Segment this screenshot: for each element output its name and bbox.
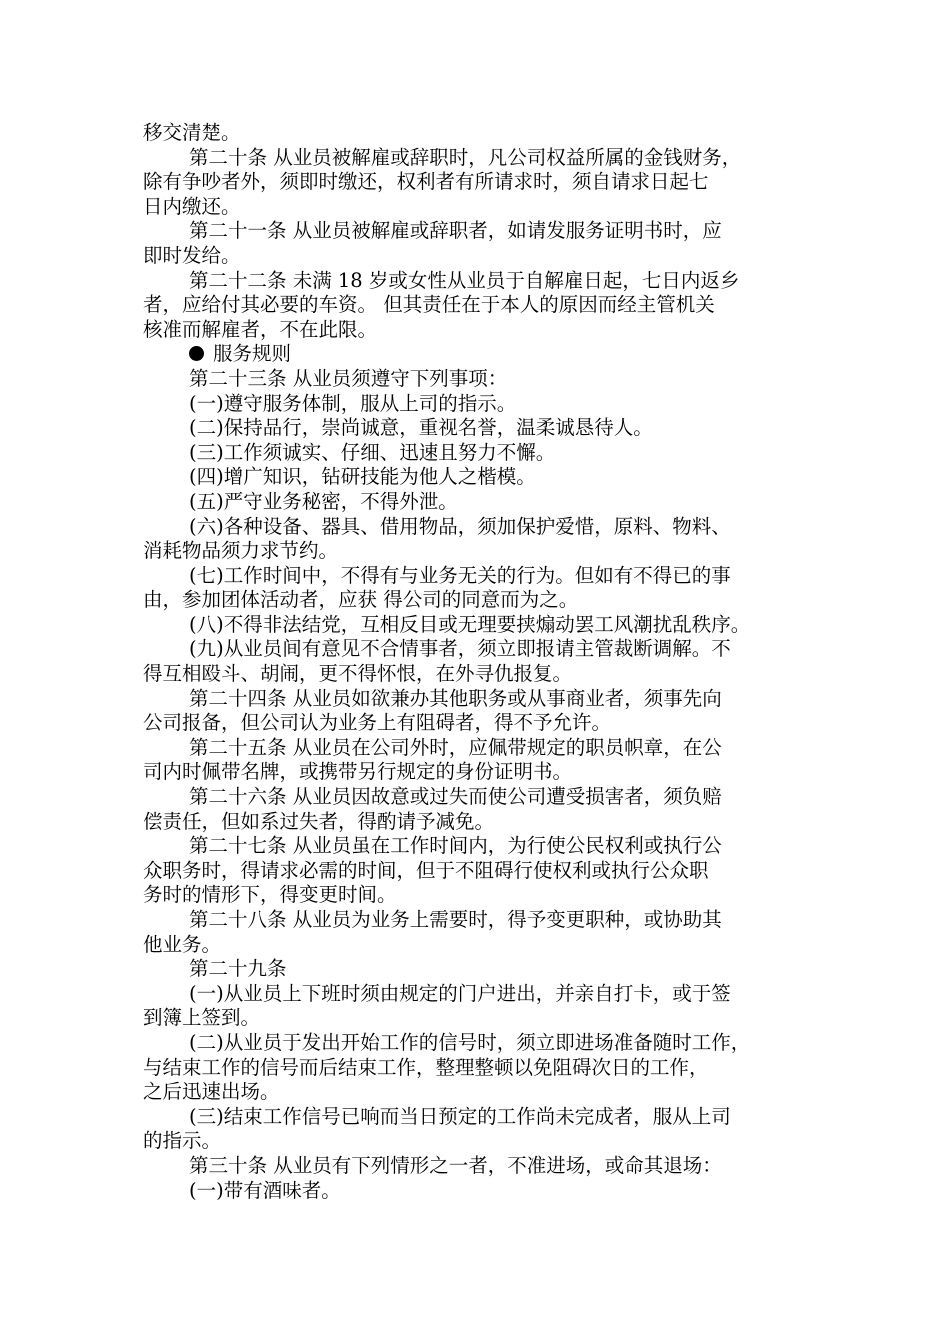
line-text: 移交清楚。 [143, 121, 241, 144]
text-line [143, 957, 813, 982]
line-text: 服务规则 [213, 342, 292, 366]
text-line [143, 760, 813, 785]
line-text: 第二十七条 从业员虽在工作时间内，为行使公民权利或执行公 [189, 834, 722, 858]
text-line [143, 736, 813, 761]
line-text: 核准而解雇者，不在此限。 [143, 317, 378, 341]
text-line [143, 1006, 813, 1031]
text-line [143, 465, 813, 490]
text-line [143, 515, 813, 540]
text-line [143, 1031, 813, 1056]
line-text: 由，参加团体活动者，应获 得公司的同意而为之。 [143, 588, 579, 612]
line-text: (一)从业员上下班时须由规定的门户进出，并亲自打卡，或于签 [189, 981, 731, 1005]
text-line [143, 441, 813, 466]
text-line [143, 982, 813, 1007]
text-line [143, 883, 813, 908]
line-text: 与结束工作的信号而后结束工作，整理整顿以免阻碍次日的工作， [143, 1055, 709, 1079]
text-line [143, 834, 813, 859]
text-line [143, 810, 813, 835]
text-line [143, 318, 813, 343]
text-line [143, 1154, 813, 1179]
line-text: (五)严守业务秘密，不得外泄。 [189, 489, 458, 513]
line-text: 第二十条 从业员被解雇或辞职时，凡公司权益所属的金钱财务， [189, 145, 742, 169]
text-line [143, 244, 813, 269]
line-text: 第二十九条 [189, 957, 287, 981]
line-text: 第三十条 从业员有下列情形之一者，不准进场，或命其退场： [189, 1153, 722, 1177]
line-text: (七)工作时间中，不得有与业务无关的行为。但如有不得已的事 [189, 563, 731, 587]
line-text: 除有争吵者外，须即时缴还，权利者有所请求时，须自请求日起七 [143, 170, 709, 194]
line-text: 司内时佩带名牌，或携带另行规定的身份证明书。 [143, 760, 573, 784]
text-line [143, 539, 813, 564]
bullet-icon [189, 346, 204, 361]
line-text: 第二十八条 从业员为业务上需要时，得予变更职种，或协助其 [189, 908, 722, 931]
text-line [143, 293, 813, 318]
line-text: (四)增广知识，钻研技能为他人之楷模。 [189, 465, 536, 489]
text-line [143, 564, 813, 589]
text-line [143, 490, 813, 515]
line-text: 的指示。 [143, 1129, 222, 1153]
text-line [143, 146, 813, 171]
document-body [143, 121, 813, 1203]
line-text: 偿责任，但如系过失者，得酌请予减免。 [143, 809, 495, 833]
text-line [143, 1129, 813, 1154]
line-text: 得互相殴斗、胡闹，更不得怀恨，在外寻仇报复。 [143, 662, 573, 686]
line-text: (二)从业员于发出开始工作的信号时，须立即进场准备随时工作， [189, 1030, 751, 1054]
text-line [143, 367, 813, 392]
line-text: 他业务。 [143, 932, 222, 956]
text-line [143, 269, 813, 294]
text-line [143, 711, 813, 736]
text-line [143, 121, 813, 146]
line-text: 众职务时，得请求必需的时间，但于不阻碍行使权利或执行公众职 [143, 858, 709, 882]
text-line [143, 785, 813, 810]
text-line [143, 588, 813, 613]
line-text: 第二十二条 未满 18 岁或女性从业员于自解雇日起，七日内返乡 [189, 268, 740, 292]
line-text: (六)各种设备、器具、借用物品，须加保护爱惜，原料、物料、 [189, 514, 731, 538]
text-line [143, 1056, 813, 1081]
line-text: 日内缴还。 [143, 194, 241, 218]
line-text: 第二十六条 从业员因故意或过失而使公司遭受损害者，须负赔 [189, 785, 722, 809]
line-text: 公司报备，但公司认为业务上有阻碍者，得不予允许。 [143, 711, 612, 735]
text-line [143, 908, 813, 933]
line-text: 第二十三条 从业员须遵守下列事项： [189, 366, 508, 390]
text-line [143, 170, 813, 195]
text-line [143, 392, 813, 417]
line-text: (八)不得非法结党，互相反目或无理要挟煽动罢工风潮扰乱秩序。 [189, 612, 751, 636]
line-text: 第二十四条 从业员如欲兼办其他职务或从事商业者，须事先向 [189, 686, 722, 710]
section-heading [143, 342, 813, 367]
line-text: 务时的情形下，得变更时间。 [143, 883, 397, 907]
line-text: (九)从业员间有意见不合情事者，须立即报请主管裁断调解。不 [189, 637, 731, 661]
text-line [143, 662, 813, 687]
line-text: (一)带有酒味者。 [189, 1178, 341, 1202]
line-text: (一)遵守服务体制，服从上司的指示。 [189, 391, 517, 415]
line-text: 者，应给付其必要的车资。 但其责任在于本人的原因而经主管机关 [143, 293, 715, 317]
line-text: 即时发给。 [143, 243, 241, 267]
text-line [143, 859, 813, 884]
text-line [143, 933, 813, 958]
text-line [143, 1179, 813, 1204]
line-text: 到簿上签到。 [143, 1006, 261, 1030]
text-line [143, 687, 813, 712]
line-text: (二)保持品行，崇尚诚意，重视名誉，温柔诚恳待人。 [189, 416, 653, 440]
line-text: (三)工作须诚实、仔细、迅速且努力不懈。 [189, 440, 556, 464]
line-text: 消耗物品须力求节约。 [143, 539, 339, 563]
text-line [143, 416, 813, 441]
text-line [143, 613, 813, 638]
text-line [143, 637, 813, 662]
line-text: 之后迅速出场。 [143, 1080, 280, 1104]
line-text: 第二十五条 从业员在公司外时，应佩带规定的职员帜章，在公 [189, 735, 722, 759]
text-line [143, 195, 813, 220]
text-line [143, 1080, 813, 1105]
line-text: (三)结束工作信号已响而当日预定的工作尚未完成者，服从上司 [189, 1104, 731, 1128]
text-line [143, 1105, 813, 1130]
text-line [143, 219, 813, 244]
line-text: 第二十一条 从业员被解雇或辞职者，如请发服务证明书时，应 [189, 219, 722, 243]
